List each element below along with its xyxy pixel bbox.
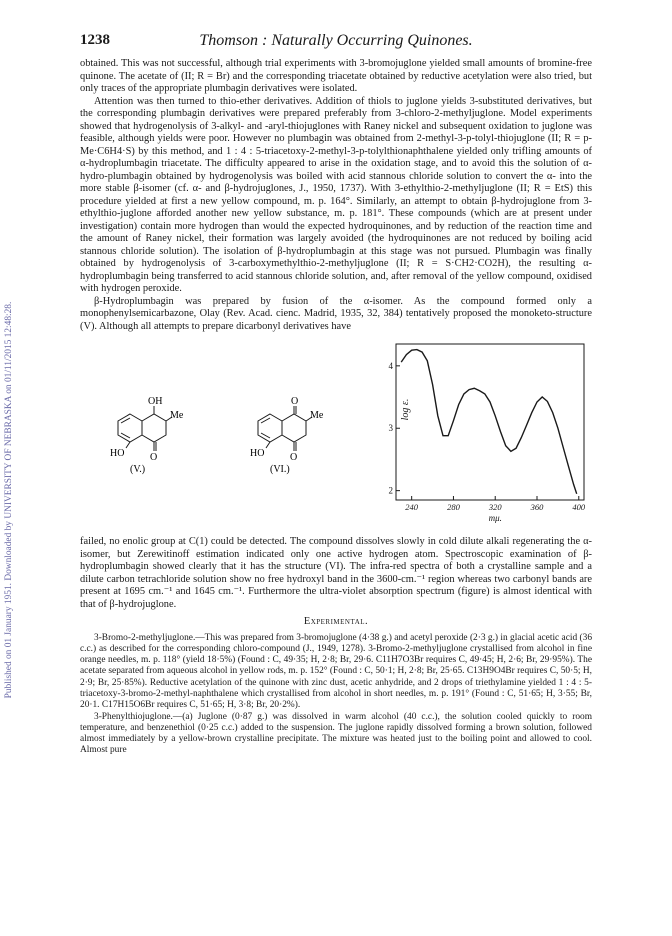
x-tick-label: 320	[488, 502, 502, 512]
paragraph-5: 3-Bromo-2-methyljuglone.—This was prepared from 3-bromojuglone (4·38 g.) and acetyl peroxide (2·3 g.) in glacial acetic acid (36 c.c.) as described for the corresponding chloro-compound (J., 1949, 1278). 3-Bromo-2-methyljuglone crystallised from alcohol in fine orange needles, m. p. 118° (yield 18·5%) (Found : C, 49·35; H, 2·8; Br, 29·6. C11H7O3Br requires C, 49·45; H, 2·6; Br, 29·95%). The acetate separated from aqueous alcohol in yellow rods, m. p. 152° (Found : C, 50·1; H, 2·8; Br, 25·65. C13H9O4Br requires C, 50·5; H, 2·9; Br, 25·85%). Reductive acetylation of the quinone with zinc dust, acetic anhydride, and 2 drops of triethylamine yielded 1 : 4 : 5-triacetoxy-3-bromo-2-methyl-naphthalene which crystallised from alcohol in short needles, m. p. 191° (Found : C, 51·65; H, 3·55; Br, 20·1. C17H15O6Br requires C, 51·65; H, 3·8; Br, 20·2%).	[80, 632, 593, 711]
paragraph-6: 3-Phenylthiojuglone.—(a) Juglone (0·87 g.) was dissolved in warm alcohol (40 c.c.), the solution cooled quickly to room temperature, and benzenethiol (0·25 c.c.) added to the suspension. The juglone rapidly dissolved forming a brown solution, followed almost immediately by a yellow-brown crystalline precipitate. The mixture was heated just to the boiling point and allowed to cool. Almost pure	[80, 711, 592, 756]
x-tick-label: 360	[530, 502, 544, 512]
y-tick-label: 2	[388, 485, 393, 496]
x-tick-label: 240	[405, 502, 419, 512]
paragraph-4: failed, no enolic group at C(1) could be detected. The compound dissolves slowly in cold dilute alkali regenerating the α-isomer, but Zerewitinoff estimation indicated only one active hydrogen atom. Spectroscopic examination of β-hydroplumbagin showed clearly that it has the structure (VI). The infra-red spectra of both a crystalline sample and a dilute carbon tetrachloride solution show no free hydroxyl band in the 3600-cm.⁻¹ region whereas two carbonyl bands are present at 1695 cm.⁻¹ and 1645 cm.⁻¹. Furthermore the ultra-violet absorption spectrum (figure) is almost identical with that of β-hydrojuglone.	[80, 536, 592, 610]
download-note: Published on 01 January 1951. Downloaded by UNIVERSITY OF NEBRASKA on 01/11/2015 12:48:28.	[4, 301, 14, 699]
y-axis-label: log ε.	[400, 398, 411, 421]
structure-vi	[248, 396, 338, 476]
chart-svg	[380, 338, 592, 533]
page-header	[80, 32, 592, 54]
article-body	[80, 58, 592, 757]
absorption-curve	[401, 350, 577, 494]
download-sidebar	[2, 150, 16, 850]
vi-o-bottom-label: O	[290, 452, 298, 463]
paragraph-3: β-Hydroplumbagin was prepared by fusion of the α-isomer. As the compound formed only a monophenylsemicarbazone, Olay (Rev. Acad. cienc. Madrid, 1935, 32, 384) tentatively proposed the monoketo-structure (V). Although all attempts to prepare dicarbonyl derivatives have	[80, 295, 592, 332]
y-tick-label: 4	[388, 360, 393, 371]
figure-row	[80, 338, 592, 533]
vi-o-top-label: O	[291, 396, 299, 407]
v-label: (V.)	[130, 464, 146, 475]
x-tick-label: 400	[572, 502, 586, 512]
structure-v	[108, 396, 198, 476]
v-oh-label: OH	[148, 396, 163, 407]
v-o-label: O	[150, 452, 158, 463]
paragraph-1: obtained. This was not successful, although trial experiments with 3-bromojuglone yielded small amounts of bromine-free quinone. The acetate of (II; R = Br) and the corresponding triacetate obtained by reductive acetylation were also tried, but only traces of the appropriate plumbagin derivatives were isolated.	[80, 58, 592, 94]
uv-spectrum-chart	[380, 338, 592, 533]
y-tick-label: 3	[388, 423, 393, 434]
v-me-label: Me	[170, 410, 184, 421]
x-axis-label: mμ.	[488, 513, 502, 523]
running-head: Thomson : Naturally Occurring Quinones.	[199, 32, 473, 49]
page-number: 1238	[80, 32, 110, 48]
paragraph-2: Attention was then turned to thio-ether derivatives. Addition of thiols to juglone yields 3-substituted derivatives, but the corresponding plumbagin derivatives were prepared preferably from 3-chloro-2-methyljuglone. Model experiments showed that hydrogenolysis of 3-alkyl- and -aryl-thiojuglones with Raney nickel and subsequent oxidation to juglone was feasible, although yields were poor. However no plumbagin was obtained from 2-methyl-3-p-tolyl-thiojuglone (II; R = p-Me·C6H4·S) by this method, and 1 : 4 : 5-triacetoxy-2-methyl-3-p-tolylthionaphthalene yielded only trifling amounts of α-hydroplumbagin triacetate. The difficulty appeared to arise in the oxidation stage, and to avoid this the solution of α-hydro-plumbagin obtained by hydrogenolysis was boiled with acid stannous chloride solution to convert the α- into the more stable β-isomer (cf. α- and β-hydrojuglones, J., 1950, 1737). With 3-ethylthio-2-methyljuglone (II; R = EtS) this procedure yielded at first a new yellow compound, m. p. 164°. Similarly, an attempt to obtain β-hydrojuglone from 3-ethylthio-juglone afforded another new yellow substance, m. p. 181°. These compounds (which are at present under investigation) contain more hydrogen than would the expected hydroquinones, and by reduction of the reaction time and the amount of Raney nickel, their formation was largely avoided (the hydroquinones are not reduced by boiling acid stannous chloride solution). The isolation of β-hydroplumbagin at this stage was not pursued. Plumbagin was finally obtained by hydrogenolysis of 3-carboxymethylthio-2-methyljuglone (II; R = S·CH2·CO2H), the resulting α-hydroplumbagin being transferred to acid stannous chloride solution, and, after removal of the yellow compound, oxidised with hydrogen peroxide.	[80, 95, 592, 294]
vi-ho-label: HO	[250, 448, 265, 459]
v-ho-label: HO	[110, 448, 125, 459]
vi-label: (VI.)	[270, 464, 290, 475]
vi-me-label: Me	[310, 410, 324, 421]
x-tick-label: 280	[447, 502, 460, 512]
experimental-heading: Experimental.	[303, 616, 369, 627]
